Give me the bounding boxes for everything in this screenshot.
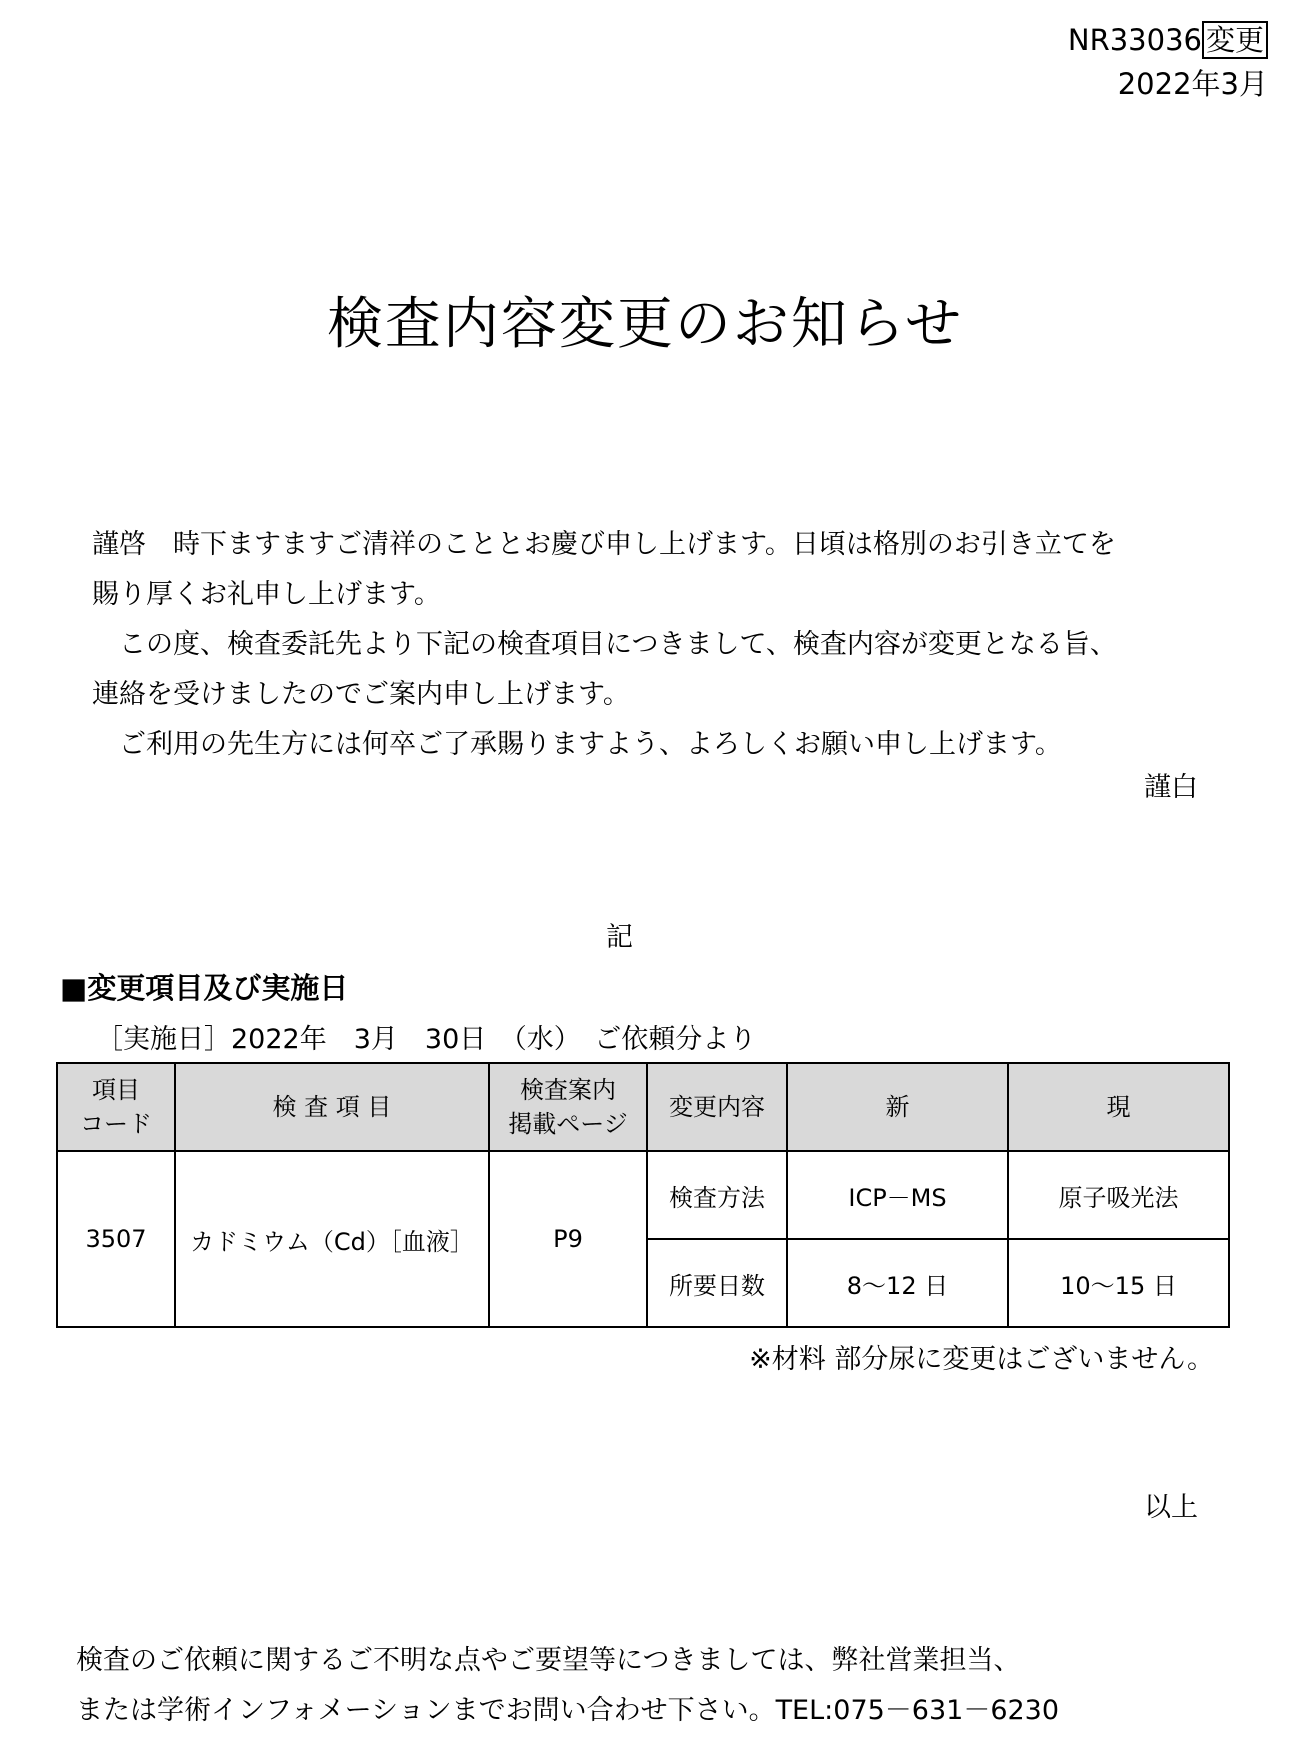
header-item-code: 項目 コード xyxy=(57,1063,175,1151)
cell-change-label: 検査方法 xyxy=(647,1151,787,1239)
document-number xyxy=(1068,22,1268,58)
cell-guide-page: P9 xyxy=(489,1151,647,1327)
end-mark: 以上 xyxy=(1144,1492,1198,1523)
footer-line: 検査のご依頼に関するご不明な点やご要望等につきましては、弊社営業担当、 xyxy=(76,1645,1021,1676)
body-paragraph: 連絡を受けましたのでご案内申し上げます。 xyxy=(92,679,630,710)
header-new: 新 xyxy=(787,1063,1008,1151)
table-row xyxy=(57,1151,1229,1239)
cell-item-code: 3507 xyxy=(57,1151,175,1327)
cell-current-value: 10～15 日 xyxy=(1008,1239,1229,1327)
material-note: ※材料 部分尿に変更はございません。 xyxy=(749,1344,1214,1375)
page-title: 検査内容変更のお知らせ xyxy=(326,292,964,357)
cell-change-label: 所要日数 xyxy=(647,1239,787,1327)
body-paragraph: 賜り厚くお礼申し上げます。 xyxy=(92,579,441,610)
closing-word: 謹白 xyxy=(1144,772,1198,803)
header-change-content: 変更内容 xyxy=(647,1063,787,1151)
change-table xyxy=(56,1062,1230,1328)
greeting-body xyxy=(92,520,1212,770)
ki-mark: 記 xyxy=(606,922,633,953)
cell-current-value: 原子吸光法 xyxy=(1008,1151,1229,1239)
table-header-row xyxy=(57,1063,1229,1151)
header-current: 現 xyxy=(1008,1063,1229,1151)
footer-line: または学術インフォメーションまでお問い合わせ下さい。TEL:075－631－6230 xyxy=(76,1695,1060,1726)
section-heading: ■変更項目及び実施日 xyxy=(60,971,349,1005)
contact-footer xyxy=(76,1636,1059,1736)
issue-date: 2022年3月 xyxy=(1117,67,1268,101)
change-badge: 変更 xyxy=(1202,21,1268,59)
body-paragraph: ご利用の先生方には何卒ご了承賜りますよう、よろしくお願い申し上げます。 xyxy=(92,729,1062,760)
cell-new-value: ICP－MS xyxy=(787,1151,1008,1239)
header-test-item: 検 査 項 目 xyxy=(175,1063,489,1151)
header-guide-page: 検査案内 掲載ページ xyxy=(489,1063,647,1151)
cell-new-value: 8～12 日 xyxy=(787,1239,1008,1327)
cell-test-item: カドミウム（Cd）［血液］ xyxy=(175,1151,489,1327)
body-paragraph: 謹啓 時下ますますご清祥のこととお慶び申し上げます。日頃は格別のお引き立てを xyxy=(92,529,1116,560)
document-number-code: NR33036 xyxy=(1067,23,1202,57)
body-paragraph: この度、検査委託先より下記の検査項目につきまして、検査内容が変更となる旨、 xyxy=(92,629,1117,660)
implementation-date: ［実施日］2022年 3月 30日 （水） ご依頼分より xyxy=(96,1024,757,1055)
